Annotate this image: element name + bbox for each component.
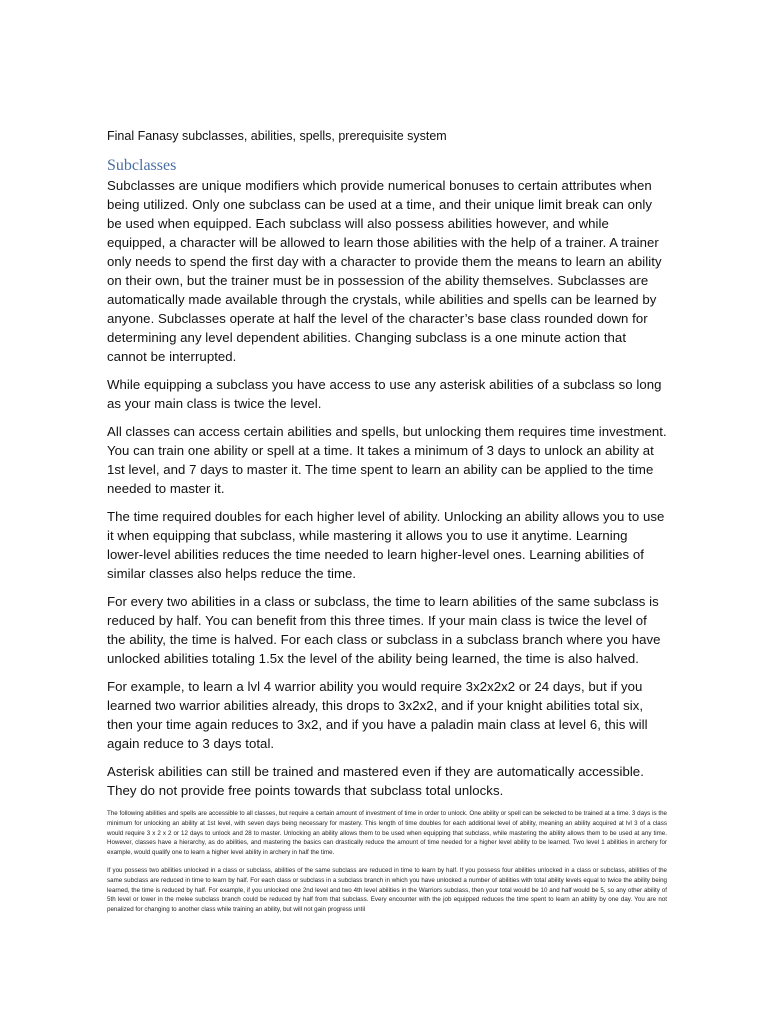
paragraph-asterisk-training: Asterisk abilities can still be trained and mastered even if they are automatically accessible. They do not provide free points towards that subclass total unlocks. bbox=[107, 764, 644, 798]
fine-print-paragraph: The following abilities and spells are accessible to all classes, but require a certain amount of investment of time in order to unlock. One ability or spell can be selected to be trained at a time. 3 days is the minimum for unlocking an ability at 1st level, with seven days being necessary for mastery. This length of time doubles for each additional level of ability, meaning an ability acquired at lvl 3 of a class would require 3 x 2 x 2 or 12 days to unlock and 28 to master. Unlocking an ability allows them to be used when equipping that subclass, while mastering the ability allows them to be used at any time. However, classes have a hierarchy, as do abilities, and mastering the basics can drastically reduce the amount of time needed for a higher level ability to be learned. Two level 1 abilities in archery for example, would qualify one to learn a higher level ability in archery in half the time. bbox=[107, 810, 667, 857]
fine-print-paragraph: If you possess two abilities unlocked in a class or subclass, abilities of the same subclass are reduced in time to learn by half. If you possess four abilities unlocked in a class or subclass, abilities of the same subclass are reduced in time to learn by half. For each class or subclass in a subclass branch in which you have unlocked a number of abilities with total ability levels equal to twice the ability being learned, the time is reduced by half. For example, if you unlocked one 2nd level and two 4th level abilities in the Warriors subclass, then your total would be 10 and half would be 5, so any other ability of 5th level or lower in the melee subclass branch could be reduced by half from that subclass. Every encounter with the job equipped reduces the time spent to learn an ability by one day. You are not penalized for changing to another class while training an ability, but will not gain progress until bbox=[107, 866, 667, 914]
paragraph-subclasses-intro: Subclasses are unique modifiers which provide numerical bonuses to certain attributes when being utilized. Only one subclass can be used at a time, and their unique limit break can only be used when equipped. Each subclass will also possess abilities however, and while equipped, a character will be allowed to learn those abilities with the help of a trainer. A trainer only needs to spend the first day with a character to provide them the means to learn an ability on their own, but the trainer must be in possession of the ability themselves. Subclasses are automatically made available through the crystals, while abilities and spells can be learned by anyone. Subclasses operate at half the level of the character’s base class rounded down for determining any level dependent abilities. Changing subclass is a one minute action that cannot be interrupted. bbox=[107, 178, 662, 364]
paragraph-training-time: All classes can access certain abilities and spells, but unlocking them requires time investment. You can train one ability or spell at a time. It takes a minimum of 3 days to unlock an ability at 1st level, and 7 days to master it. The time spent to learn an ability can be applied to the time needed to master it. bbox=[107, 424, 667, 496]
section-heading: Subclasses bbox=[107, 157, 177, 174]
fine-print-section bbox=[107, 809, 667, 915]
document-body bbox=[107, 128, 667, 923]
paragraph-time-reduction: For every two abilities in a class or subclass, the time to learn abilities of the same subclass is reduced by half. You can benefit from this three times. If your main class is twice the level of the ability, the time is halved. For each class or subclass in a subclass branch where you have unlocked abilities totaling 1.5x the level of the ability being learned, the time is also halved. bbox=[107, 594, 661, 666]
paragraph-asterisk-access: While equipping a subclass you have access to use any asterisk abilities of a subclass so long as your main class is twice the level. bbox=[107, 377, 662, 411]
paragraph-example: For example, to learn a lvl 4 warrior ability you would require 3x2x2x2 or 24 days, but if you learned two warrior abilities already, this drops to 3x2x2, and if your knight abilities total six, then your time again reduces to 3x2, and if you have a paladin main class at level 6, this will again reduce to 3 days total. bbox=[107, 679, 648, 751]
document-title: Final Fanasy subclasses, abilities, spells, prerequisite system bbox=[107, 129, 447, 143]
paragraph-time-doubling: The time required doubles for each higher level of ability. Unlocking an ability allows you to use it when equipping that subclass, while mastering it allows you to use it anytime. Learning lower-level abilities reduces the time needed to learn higher-level ones. Learning abilities of similar classes also helps reduce the time. bbox=[107, 509, 665, 581]
